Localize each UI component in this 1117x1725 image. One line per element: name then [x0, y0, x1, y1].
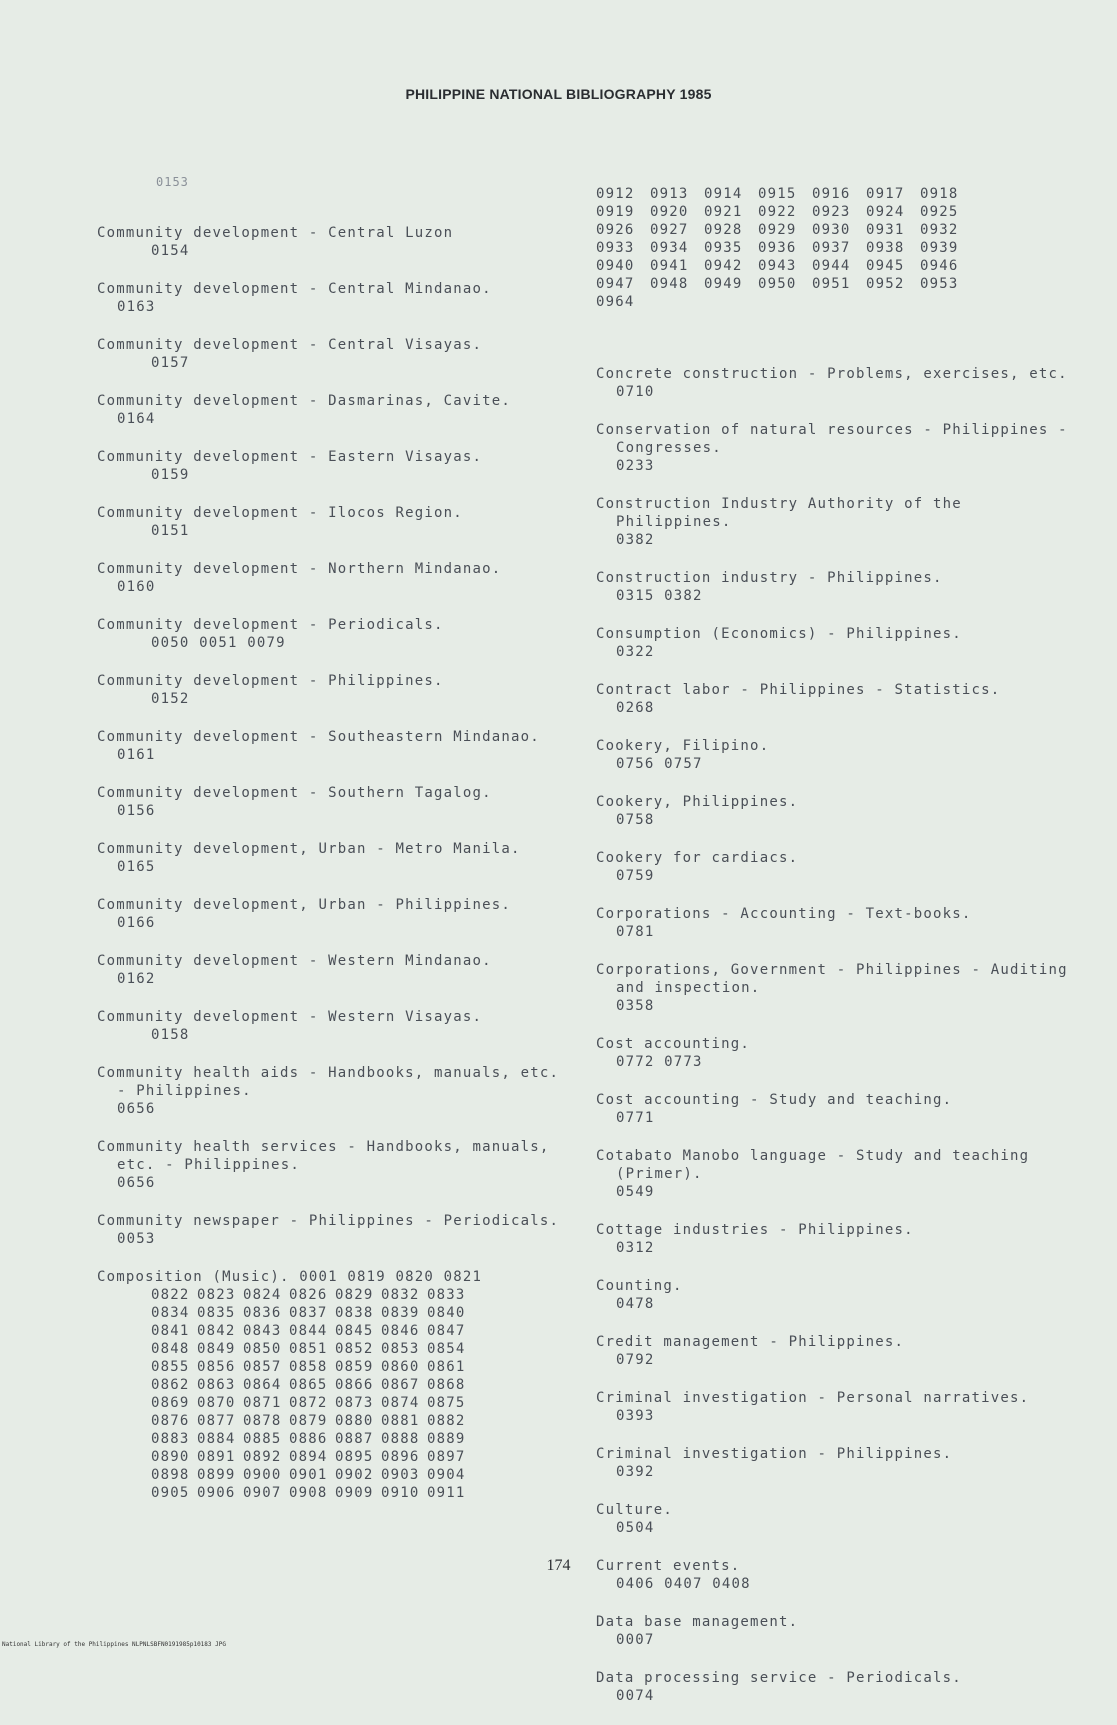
index-entry — [97, 672, 567, 708]
index-entry — [97, 1008, 567, 1044]
entry-heading: Community development - Philippines. — [97, 673, 444, 689]
record-number: 0903 — [381, 1467, 420, 1483]
record-number: 0928 — [704, 222, 743, 238]
record-number: 0867 — [381, 1377, 420, 1393]
record-number: 0924 — [866, 204, 905, 220]
index-entry — [596, 1091, 1076, 1127]
record-number: 0936 — [758, 240, 797, 256]
entry-numbers: 0268 — [616, 700, 655, 716]
record-number: 0845 — [335, 1323, 374, 1339]
entry-heading: Community development - Western Mindanao. — [97, 953, 492, 969]
record-number: 0841 — [151, 1323, 190, 1339]
index-entry — [97, 560, 567, 596]
record-number: 0887 — [335, 1431, 374, 1447]
number-row — [151, 1430, 567, 1448]
record-number: 0879 — [289, 1413, 328, 1429]
record-number: 0869 — [151, 1395, 190, 1411]
record-number: 0832 — [381, 1287, 420, 1303]
record-number: 0842 — [197, 1323, 236, 1339]
record-number: 0823 — [197, 1287, 236, 1303]
entry-heading: Construction industry - Philippines. — [596, 570, 943, 586]
index-entry — [596, 495, 1076, 549]
entry-heading: Cookery for cardiacs. — [596, 850, 799, 866]
entry-numbers: 0781 — [616, 924, 655, 940]
index-entry — [596, 1035, 1076, 1071]
record-number: 0849 — [197, 1341, 236, 1357]
entry-numbers: 0156 — [117, 803, 156, 819]
index-entry — [596, 1277, 1076, 1313]
record-number: 0853 — [381, 1341, 420, 1357]
entry-heading: Community development, Urban - Metro Manila. — [97, 841, 521, 857]
page-title: PHILIPPINE NATIONAL BIBLIOGRAPHY 1985 — [405, 86, 712, 102]
entry-heading: Community development - Periodicals. — [97, 617, 444, 633]
record-number: 0908 — [289, 1485, 328, 1501]
index-entry — [596, 421, 1076, 475]
composition-entry — [97, 1268, 567, 1502]
index-entry — [97, 1138, 567, 1192]
record-number: 0918 — [920, 186, 959, 202]
entry-numbers: 0164 — [117, 411, 156, 427]
stray-mark: 0153 — [156, 175, 189, 189]
record-number: 0899 — [197, 1467, 236, 1483]
index-entry — [97, 336, 567, 372]
entry-heading: Concrete construction - Problems, exercises, etc. — [596, 366, 1068, 382]
entry-numbers: 0772 0773 — [616, 1054, 703, 1070]
number-row — [596, 275, 1076, 293]
record-number: 0826 — [289, 1287, 328, 1303]
entry-numbers: 0007 — [616, 1632, 655, 1648]
record-number: 0829 — [335, 1287, 374, 1303]
index-entry — [596, 1669, 1076, 1705]
index-entry — [596, 1221, 1076, 1257]
record-number: 0948 — [650, 276, 689, 292]
record-number: 0895 — [335, 1449, 374, 1465]
record-number: 0905 — [151, 1485, 190, 1501]
left-column — [97, 224, 567, 1522]
index-entry — [596, 737, 1076, 773]
index-entry — [596, 569, 1076, 605]
entry-numbers: 0165 — [117, 859, 156, 875]
record-number: 0909 — [335, 1485, 374, 1501]
record-number: 0886 — [289, 1431, 328, 1447]
record-number: 0890 — [151, 1449, 190, 1465]
index-entry — [596, 1333, 1076, 1369]
entry-numbers: 0392 — [616, 1464, 655, 1480]
entry-numbers: 0050 0051 0079 — [151, 635, 286, 651]
record-number: 0859 — [335, 1359, 374, 1375]
record-number: 0848 — [151, 1341, 190, 1357]
entry-numbers: 0322 — [616, 644, 655, 660]
entry-heading: Construction Industry Authority of the Philippines. — [596, 496, 972, 530]
index-entry — [596, 1613, 1076, 1649]
record-number: 0856 — [197, 1359, 236, 1375]
entry-heading: Data base management. — [596, 1614, 799, 1630]
record-number: 0885 — [243, 1431, 282, 1447]
entry-heading: Community development - Northern Mindanao. — [97, 561, 502, 577]
index-entry — [596, 625, 1076, 661]
record-number: 0873 — [335, 1395, 374, 1411]
entry-heading: Community development - Southern Tagalog. — [97, 785, 492, 801]
index-entry — [596, 961, 1076, 1015]
record-number: 0881 — [381, 1413, 420, 1429]
entry-heading: Cottage industries - Philippines. — [596, 1222, 914, 1238]
entry-heading: Current events. — [596, 1558, 741, 1574]
record-number: 0919 — [596, 204, 635, 220]
record-number: 0937 — [812, 240, 851, 256]
entry-numbers: 0656 — [117, 1175, 156, 1191]
record-number: 0922 — [758, 204, 797, 220]
index-entry — [97, 392, 567, 428]
entry-numbers: 0152 — [151, 691, 190, 707]
number-row — [151, 1286, 567, 1304]
record-number: 0838 — [335, 1305, 374, 1321]
composition-number-grid — [97, 1286, 567, 1502]
index-entry — [97, 504, 567, 540]
entry-numbers: 0053 — [117, 1231, 156, 1247]
entry-heading: Cookery, Philippines. — [596, 794, 799, 810]
record-number: 0951 — [812, 276, 851, 292]
record-number: 0858 — [289, 1359, 328, 1375]
entry-heading: Community development - Western Visayas. — [97, 1009, 483, 1025]
record-number: 0917 — [866, 186, 905, 202]
entry-numbers: 0163 — [117, 299, 156, 315]
record-number: 0871 — [243, 1395, 282, 1411]
number-row — [151, 1376, 567, 1394]
record-number: 0935 — [704, 240, 743, 256]
record-number: 0949 — [704, 276, 743, 292]
entry-numbers: 0393 — [616, 1408, 655, 1424]
entry-heading: Community development - Central Visayas. — [97, 337, 483, 353]
record-number: 0897 — [427, 1449, 466, 1465]
record-number: 0863 — [197, 1377, 236, 1393]
index-entry — [97, 1212, 567, 1248]
number-row — [151, 1322, 567, 1340]
entry-heading: Criminal investigation - Personal narratives. — [596, 1390, 1030, 1406]
record-number: 0843 — [243, 1323, 282, 1339]
number-row — [151, 1304, 567, 1322]
number-row — [596, 203, 1076, 221]
number-row — [151, 1394, 567, 1412]
record-number: 0913 — [650, 186, 689, 202]
entry-heading: Community health aids - Handbooks, manuals, etc. - Philippines. — [97, 1065, 569, 1099]
entry-numbers: 0406 0407 0408 — [616, 1576, 751, 1592]
record-number: 0844 — [289, 1323, 328, 1339]
record-number: 0900 — [243, 1467, 282, 1483]
number-row — [596, 293, 1076, 311]
number-row — [151, 1358, 567, 1376]
entry-numbers: 0382 — [616, 532, 655, 548]
record-number: 0947 — [596, 276, 635, 292]
entry-heading: Consumption (Economics) - Philippines. — [596, 626, 962, 642]
record-number: 0911 — [427, 1485, 466, 1501]
entry-heading: Counting. — [596, 1278, 683, 1294]
record-number: 0860 — [381, 1359, 420, 1375]
entry-numbers: 0504 — [616, 1520, 655, 1536]
entry-numbers: 0771 — [616, 1110, 655, 1126]
record-number: 0921 — [704, 204, 743, 220]
entry-numbers: 0756 0757 — [616, 756, 703, 772]
record-number: 0891 — [197, 1449, 236, 1465]
entry-numbers: 0656 — [117, 1101, 156, 1117]
number-row — [151, 1448, 567, 1466]
index-entry — [97, 280, 567, 316]
record-number: 0846 — [381, 1323, 420, 1339]
entry-heading: Community development - Eastern Visayas. — [97, 449, 483, 465]
record-number: 0898 — [151, 1467, 190, 1483]
index-entry — [596, 1147, 1076, 1201]
entry-heading: Conservation of natural resources - Philippines - Congresses. — [596, 422, 1078, 456]
record-number: 0883 — [151, 1431, 190, 1447]
entry-heading: Community development - Central Luzon — [97, 225, 454, 241]
entry-numbers: 0159 — [151, 467, 190, 483]
record-number: 0929 — [758, 222, 797, 238]
record-number: 0861 — [427, 1359, 466, 1375]
record-number: 0824 — [243, 1287, 282, 1303]
entry-numbers: 0710 — [616, 384, 655, 400]
entry-heading: Community newspaper - Philippines - Periodicals. — [97, 1213, 560, 1229]
entry-heading: Community development, Urban - Philippines. — [97, 897, 512, 913]
index-entry — [596, 793, 1076, 829]
entry-numbers: 0358 — [616, 998, 655, 1014]
index-entry — [97, 896, 567, 932]
record-number: 0933 — [596, 240, 635, 256]
index-entry — [97, 728, 567, 764]
record-number: 0872 — [289, 1395, 328, 1411]
index-entry — [596, 849, 1076, 885]
entry-numbers: 0792 — [616, 1352, 655, 1368]
record-number: 0862 — [151, 1377, 190, 1393]
number-row — [596, 221, 1076, 239]
record-number: 0892 — [243, 1449, 282, 1465]
index-entry — [97, 784, 567, 820]
entry-numbers: 0161 — [117, 747, 156, 763]
record-number: 0834 — [151, 1305, 190, 1321]
record-number: 0904 — [427, 1467, 466, 1483]
entry-numbers: 0158 — [151, 1027, 190, 1043]
record-number: 0907 — [243, 1485, 282, 1501]
entry-heading: Criminal investigation - Philippines. — [596, 1446, 953, 1462]
record-number: 0894 — [289, 1449, 328, 1465]
entry-numbers: 0074 — [616, 1688, 655, 1704]
number-row — [151, 1412, 567, 1430]
entry-heading: Community development - Ilocos Region. — [97, 505, 463, 521]
record-number: 0931 — [866, 222, 905, 238]
record-number: 0906 — [197, 1485, 236, 1501]
record-number: 0850 — [243, 1341, 282, 1357]
entry-numbers: 0157 — [151, 355, 190, 371]
entry-numbers: 0151 — [151, 523, 190, 539]
number-row — [596, 239, 1076, 257]
record-number: 0944 — [812, 258, 851, 274]
page-number: 174 — [546, 1557, 571, 1574]
record-number: 0930 — [812, 222, 851, 238]
record-number: 0864 — [243, 1377, 282, 1393]
number-row — [151, 1484, 567, 1502]
record-number: 0884 — [197, 1431, 236, 1447]
record-number: 0865 — [289, 1377, 328, 1393]
record-number: 0952 — [866, 276, 905, 292]
record-number: 0932 — [920, 222, 959, 238]
entry-numbers: 0758 — [616, 812, 655, 828]
record-number: 0925 — [920, 204, 959, 220]
number-row — [151, 1340, 567, 1358]
entry-heading: Culture. — [596, 1502, 674, 1518]
entry-heading: Data processing service - Periodicals. — [596, 1670, 962, 1686]
entry-heading: Credit management - Philippines. — [596, 1334, 905, 1350]
entry-numbers: 0549 — [616, 1184, 655, 1200]
index-entry — [97, 840, 567, 876]
scan-footer: National Library of the Philippines NLPNLSBFN0191985p10183 JPG — [2, 1641, 226, 1648]
record-number: 0912 — [596, 186, 635, 202]
entry-heading: Corporations, Government - Philippines - Auditing and inspection. — [596, 962, 1078, 996]
record-number: 0882 — [427, 1413, 466, 1429]
index-entry — [596, 1501, 1076, 1537]
entry-numbers: 0162 — [117, 971, 156, 987]
record-number: 0833 — [427, 1287, 466, 1303]
index-entry — [97, 952, 567, 988]
record-number: 0943 — [758, 258, 797, 274]
entry-numbers: 0759 — [616, 868, 655, 884]
record-number: 0822 — [151, 1287, 190, 1303]
composition-heading: Composition (Music). 0001 0819 0820 0821 — [97, 1269, 483, 1285]
record-number: 0927 — [650, 222, 689, 238]
record-number: 0945 — [866, 258, 905, 274]
record-number: 0941 — [650, 258, 689, 274]
entry-heading: Corporations - Accounting - Text-books. — [596, 906, 972, 922]
index-entry — [596, 365, 1076, 401]
record-number: 0920 — [650, 204, 689, 220]
index-entry — [596, 1445, 1076, 1481]
record-number: 0901 — [289, 1467, 328, 1483]
record-number: 0866 — [335, 1377, 374, 1393]
entry-numbers: 0478 — [616, 1296, 655, 1312]
index-entry — [97, 224, 567, 260]
number-row — [596, 185, 1076, 203]
entry-heading: Cookery, Filipino. — [596, 738, 770, 754]
record-number: 0851 — [289, 1341, 328, 1357]
right-column — [596, 185, 1076, 1725]
record-number: 0938 — [866, 240, 905, 256]
record-number: 0915 — [758, 186, 797, 202]
record-number: 0855 — [151, 1359, 190, 1375]
entry-heading: Community development - Southeastern Mindanao. — [97, 729, 540, 745]
record-number: 0888 — [381, 1431, 420, 1447]
index-entry — [596, 1389, 1076, 1425]
entry-numbers: 0233 — [616, 458, 655, 474]
record-number: 0870 — [197, 1395, 236, 1411]
record-number: 0854 — [427, 1341, 466, 1357]
record-number: 0875 — [427, 1395, 466, 1411]
record-number: 0964 — [596, 294, 635, 310]
entry-numbers: 0160 — [117, 579, 156, 595]
record-number: 0916 — [812, 186, 851, 202]
record-number: 0836 — [243, 1305, 282, 1321]
record-number: 0878 — [243, 1413, 282, 1429]
entry-heading: Community development - Central Mindanao. — [97, 281, 492, 297]
entry-numbers: 0315 0382 — [616, 588, 703, 604]
record-number: 0942 — [704, 258, 743, 274]
record-number: 0847 — [427, 1323, 466, 1339]
entry-heading: Cost accounting. — [596, 1036, 751, 1052]
record-number: 0934 — [650, 240, 689, 256]
entry-heading: Cost accounting - Study and teaching. — [596, 1092, 953, 1108]
record-number: 0837 — [289, 1305, 328, 1321]
index-entry — [97, 448, 567, 484]
record-number: 0910 — [381, 1485, 420, 1501]
record-number: 0902 — [335, 1467, 374, 1483]
record-number: 0857 — [243, 1359, 282, 1375]
index-entry — [97, 616, 567, 652]
index-entry — [97, 1064, 567, 1118]
record-number: 0953 — [920, 276, 959, 292]
record-number: 0889 — [427, 1431, 466, 1447]
index-entry — [596, 905, 1076, 941]
index-entry — [596, 681, 1076, 717]
entry-numbers: 0166 — [117, 915, 156, 931]
entry-heading: Contract labor - Philippines - Statistics. — [596, 682, 1001, 698]
right-entries — [596, 365, 1076, 1705]
record-number: 0835 — [197, 1305, 236, 1321]
number-row — [151, 1466, 567, 1484]
entry-numbers: 0312 — [616, 1240, 655, 1256]
entry-numbers: 0154 — [151, 243, 190, 259]
entry-heading: Community health services - Handbooks, manuals, etc. - Philippines. — [97, 1139, 560, 1173]
record-number: 0923 — [812, 204, 851, 220]
record-number: 0946 — [920, 258, 959, 274]
record-number: 0868 — [427, 1377, 466, 1393]
record-number: 0876 — [151, 1413, 190, 1429]
record-number: 0852 — [335, 1341, 374, 1357]
record-number: 0950 — [758, 276, 797, 292]
record-number: 0939 — [920, 240, 959, 256]
record-number: 0940 — [596, 258, 635, 274]
record-number: 0839 — [381, 1305, 420, 1321]
record-number: 0914 — [704, 186, 743, 202]
number-row — [596, 257, 1076, 275]
continuation-number-grid — [596, 185, 1076, 311]
record-number: 0896 — [381, 1449, 420, 1465]
record-number: 0840 — [427, 1305, 466, 1321]
record-number: 0874 — [381, 1395, 420, 1411]
record-number: 0926 — [596, 222, 635, 238]
record-number: 0880 — [335, 1413, 374, 1429]
entry-heading: Cotabato Manobo language - Study and teaching (Primer). — [596, 1148, 1039, 1182]
record-number: 0877 — [197, 1413, 236, 1429]
entry-heading: Community development - Dasmarinas, Cavite. — [97, 393, 512, 409]
